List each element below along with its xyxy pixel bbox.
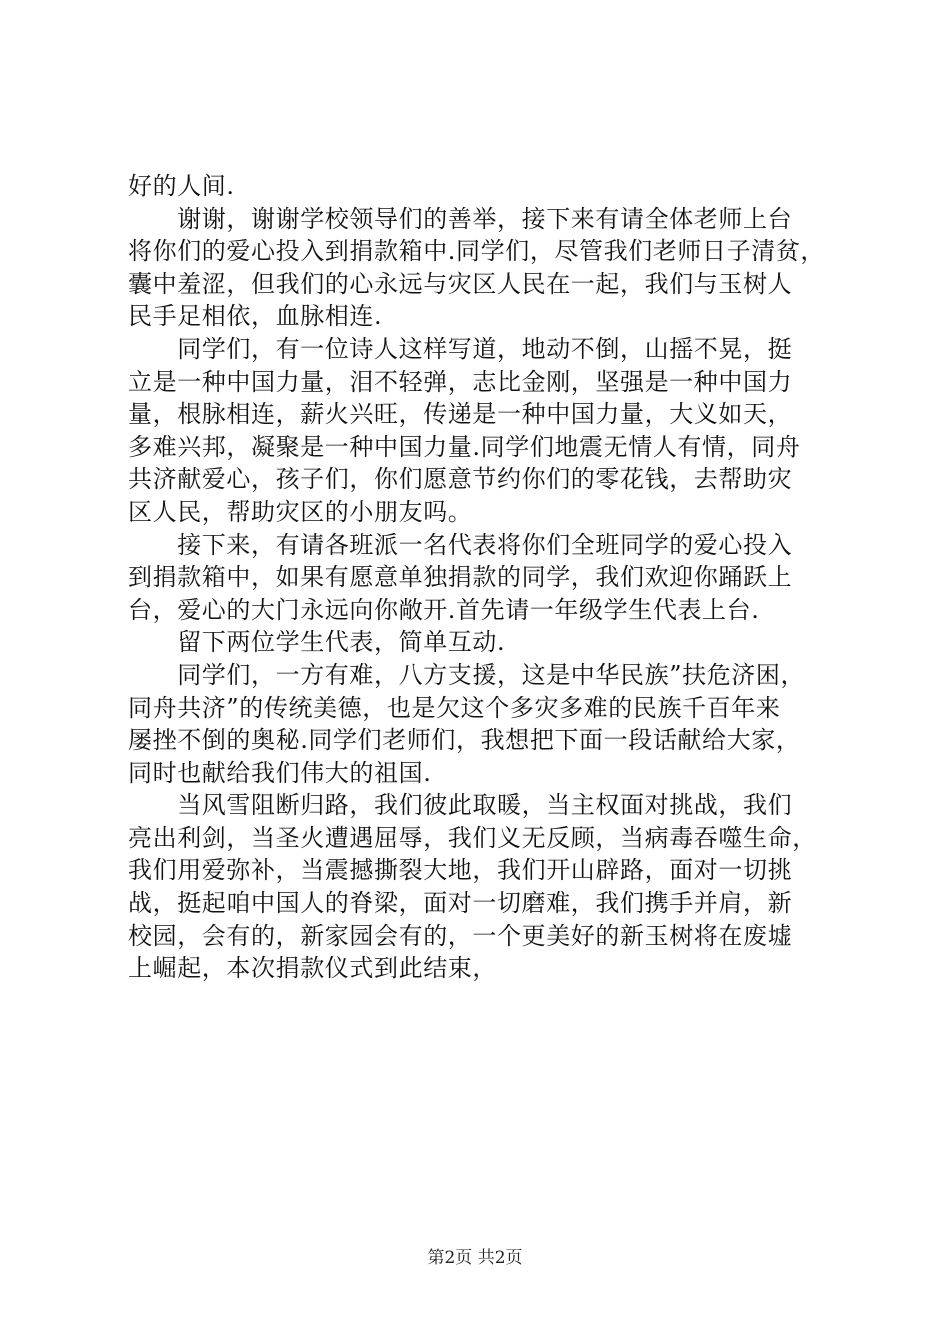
page-footer <box>0 1243 950 1268</box>
text-line: 到捐款箱中，如果有愿意单独捐款的同学，我们欢迎你踊跃上 <box>128 563 793 592</box>
text-line: 台，爱心的大门永远向你敞开.首先请一年级学生代表上台. <box>128 595 760 624</box>
text-line: 量，根脉相连，薪火兴旺，传递是一种中国力量，大义如天， <box>128 400 793 429</box>
text-line: 同时也献给我们伟大的祖国. <box>128 758 432 787</box>
text-line: 区人民，帮助灾区的小朋友吗。 <box>128 497 473 526</box>
text-line: 留下两位学生代表，简单互动. <box>128 628 506 657</box>
text-line: 同舟共济”的传统美德，也是欠这个多灾多难的民族千百年来 <box>128 693 781 722</box>
text-line: 我们用爱弥补，当震撼撕裂大地，我们开山辟路，面对一切挑 <box>128 856 793 885</box>
page-number-label: 第2页 共2页 <box>427 1248 523 1268</box>
text-line: 同学们，一方有难，八方支援，这是中华民族”扶危济困， <box>128 660 806 689</box>
text-line: 上崛起，本次捐款仪式到此结束， <box>128 954 497 983</box>
text-line: 接下来，有请各班派一名代表将你们全班同学的爱心投入 <box>128 530 793 559</box>
text-line: 立是一种中国力量，泪不轻弹，志比金刚，坚强是一种中国力 <box>128 367 793 396</box>
text-line: 多难兴邦，凝聚是一种中国力量.同学们地震无情人有情，同舟 <box>128 432 801 461</box>
text-line: 民手足相依，血脉相连. <box>128 302 383 331</box>
text-line: 同学们，有一位诗人这样写道，地动不倒，山摇不晃，挺 <box>128 334 793 363</box>
text-line: 将你们的爱心投入到捐款箱中.同学们，尽管我们老师日子清贫， <box>128 237 826 266</box>
text-line: 当风雪阻断归路，我们彼此取暖，当主权面对挑战，我们 <box>128 791 793 820</box>
text-line: 亮出利剑，当圣火遭遇屈辱，我们义无反顾，当病毒吞噬生命， <box>128 823 817 852</box>
text-line: 屡挫不倒的奥秘.同学们老师们，我想把下面一段话献给大家， <box>128 726 801 755</box>
document-body <box>128 170 838 985</box>
text-line: 囊中羞涩，但我们的心永远与灾区人民在一起，我们与玉树人 <box>128 269 793 298</box>
text-line: 好的人间. <box>128 172 235 200</box>
text-line: 战，挺起咱中国人的脊梁，面对一切磨难，我们携手并肩，新 <box>128 889 793 918</box>
text-line: 谢谢，谢谢学校领导们的善举，接下来有请全体老师上台 <box>128 204 793 233</box>
text-line: 共济献爱心，孩子们，你们愿意节约你们的零花钱，去帮助灾 <box>128 465 793 494</box>
text-line: 校园，会有的，新家园会有的，一个更美好的新玉树将在废墟 <box>128 921 793 950</box>
